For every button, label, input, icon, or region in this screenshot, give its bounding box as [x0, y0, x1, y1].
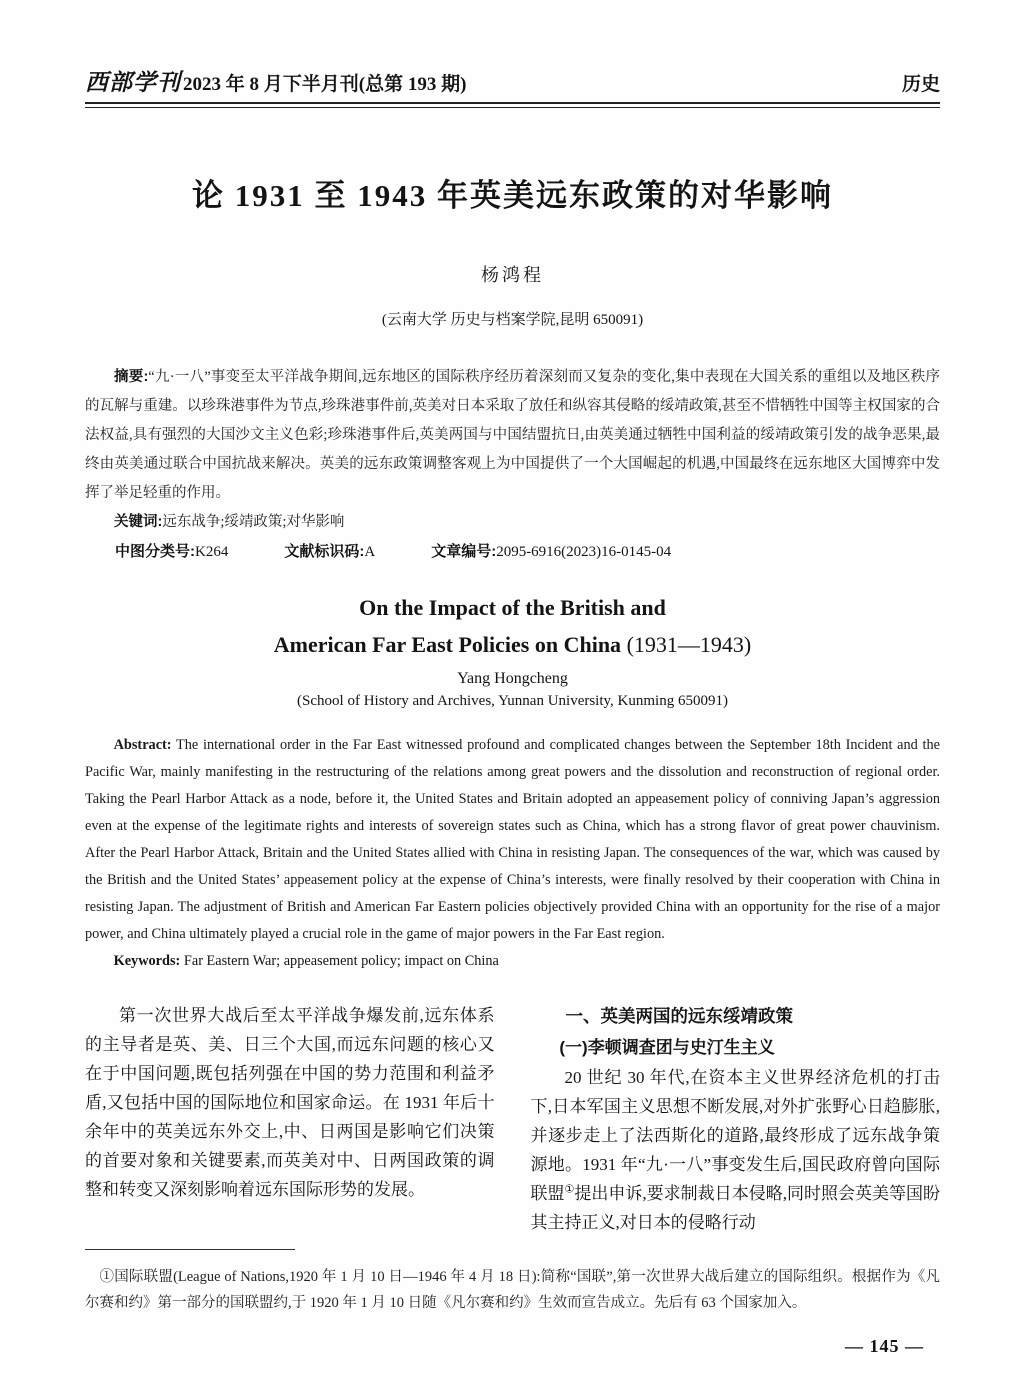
page-number: — 145 —	[845, 1336, 924, 1356]
affiliation-cn: (云南大学 历史与档案学院,昆明 650091)	[381, 312, 644, 328]
footnote-divider	[85, 1249, 295, 1250]
body-paragraph-right-text-cont: 提出申诉,要求制裁日本侵略,同时照会英美等国盼其主持正义,对日本的侵略行动	[530, 1184, 940, 1232]
classification-line	[85, 537, 940, 567]
keywords-en	[85, 948, 940, 975]
article-title-en	[85, 589, 940, 663]
header-divider	[85, 102, 940, 108]
doc-code-label: 文献标识码:	[284, 543, 365, 560]
subsection-heading: (一)李顿调查团与史汀生主义	[559, 1038, 775, 1057]
body-paragraph-right-text: 20 世纪 30 年代,在资本主义世界经济危机的打击下,日本军国主义思想不断发展,对外扩张野心日趋膨胀,并逐步走上了法西斯化的道路,最终形成了远东战争策源地。1931 年“九·一八”事变发生后,国民政府曾向国际联盟	[530, 1068, 940, 1203]
keywords-text-en: Far Eastern War; appeasement policy; impact on China	[183, 953, 499, 969]
article-title-en-line2	[85, 626, 940, 663]
body-columns	[85, 1001, 940, 1237]
abstract-en	[85, 732, 940, 948]
article-title-cn: 论 1931 至 1943 年英美远东政策的对华影响	[192, 178, 833, 213]
author-name-en: Yang Hongcheng	[457, 670, 568, 687]
doc-code-value: A	[364, 544, 376, 560]
abstract-text-en: The international order in the Far East witnessed profound and complicated changes between the September 18th Incident and the Pacific War, mainly manifesting in the restructuring of the relations among great powers and the dissolution and reconstruction of regional order. Taking the Pearl Harbor Attack as a node, before it, the United States and Britain adopted an appeasement policy of conniving Japan’s aggression even at the expense of the legitimate rights and interests of sovereign states such as China, which has a strong flavor of great power chauvinism. After the Pearl Harbor Attack, Britain and the United States allied with China in resisting Japan. The consequences of the war, which was caused by the British and the United States’ appeasement policy at the expense of China’s interests, were finally resolved by their cooperation with China in resisting Japan. The adjustment of British and American Far Eastern policies objectively provided China with an opportunity for the rise of a major power, and China ultimately played a crucial role in the game of major powers in the Far East region.	[85, 737, 940, 942]
footnote-ref-mark: ①	[564, 1183, 575, 1196]
section-heading: 一、英美两国的远东绥靖政策	[565, 1006, 793, 1026]
journal-logo: 西部学刊	[85, 70, 181, 95]
abstract-text-cn: “九·一八”事变至太平洋战争期间,远东地区的国际秩序经历着深刻而又复杂的变化,集中表现在大国关系的重组以及地区秩序的瓦解与重建。以珍珠港事件为节点,珍珠港事件前,英美对日本采取了放任和纵容其侵略的绥靖政策,甚至不惜牺牲中国等主权国家的合法权益,具有强烈的大国沙文主义色彩;珍珠港事件后,英美两国与中国结盟抗日,由英美通过牺牲中国利益的绥靖政策引发的战争恶果,最终由英美通过联合中国抗战来解决。英美的远东政策调整客观上为中国提供了一个大国崛起的机遇,中国最终在远东地区大国博弈中发挥了举足轻重的作用。	[85, 369, 940, 501]
article-title-en-line2-years: (1931—1943)	[621, 632, 752, 657]
article-id-value: 2095-6916(2023)16-0145-04	[496, 544, 672, 560]
abstract-label-cn: 摘要:	[114, 369, 149, 385]
keywords-text-cn: 远东战争;绥靖政策;对华影响	[162, 514, 345, 530]
affiliation-en: (School of History and Archives, Yunnan University, Kunming 650091)	[297, 693, 728, 709]
author-name-cn: 杨鸿程	[481, 265, 544, 285]
footnote-text: ①国际联盟(League of Nations,1920 年 1 月 10 日—1946 年 4 月 18 日):简称“国联”,第一次世界大战后建立的国际组织。根据作为《凡尔赛和约》第一部分的国联盟约,于 1920 年 1 月 10 日随《凡尔赛和约》生效而宣告成立。先后有 63 个国家加入。	[85, 1269, 940, 1311]
keywords-label-cn: 关键词:	[114, 514, 163, 530]
body-paragraph-right	[531, 1063, 941, 1237]
journal-issue-info: 2023 年 8 月下半月刊(总第 193 期)	[183, 74, 467, 95]
article-title-en-line1: On the Impact of the British and	[359, 595, 666, 620]
article-id-label: 文章编号:	[431, 543, 497, 560]
clc-label: 中图分类号:	[115, 543, 195, 560]
page-header	[85, 64, 940, 97]
article-title-en-line2-bold: American Far East Policies on China	[273, 632, 622, 657]
abstract-cn	[85, 363, 940, 508]
left-column	[85, 1001, 495, 1237]
keywords-label-en: Keywords:	[113, 953, 181, 969]
keywords-cn	[85, 508, 940, 537]
clc-value: K264	[195, 544, 229, 560]
abstract-label-en: Abstract:	[113, 737, 172, 753]
header-left	[85, 64, 466, 97]
section-label: 历史	[901, 74, 940, 95]
right-column	[531, 1001, 941, 1237]
body-paragraph-left: 第一次世界大战后至太平洋战争爆发前,远东体系的主导者是英、美、日三个大国,而远东问题的核心又在于中国问题,既包括列强在中国的势力范围和利益矛盾,又包括中国的国际地位和国家命运。在 1931 年后十余年中的英美远东外交上,中、日两国是影响它们决策的首要对象和关键要素,而英美对中、日两国政策的调整和转变又深刻影响着远东国际形势的发展。	[85, 1006, 495, 1199]
